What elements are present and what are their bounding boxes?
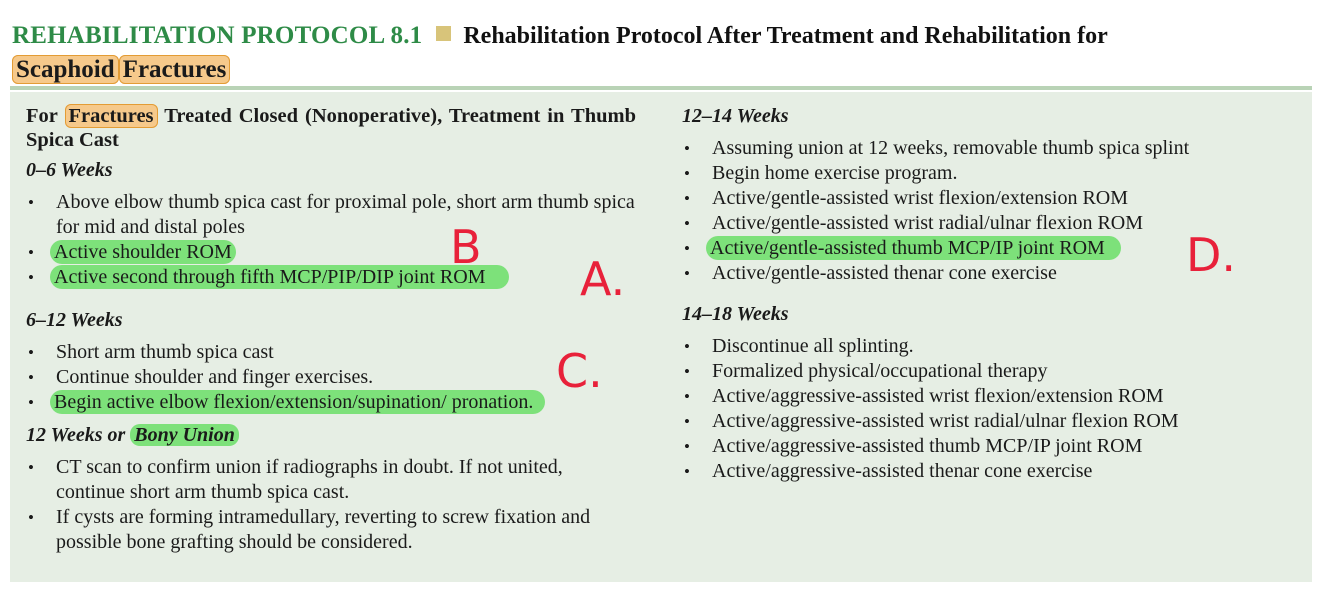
list-item: • Active/aggressive-assisted thenar cone exercise <box>682 459 1302 484</box>
highlighted-item: Active/gentle-assisted thumb MCP/IP joint ROM <box>706 236 1121 260</box>
highlighted-bony-union: Bony Union <box>130 424 239 446</box>
handwritten-annotation-d: D. <box>1186 228 1237 282</box>
list-item: • Begin home exercise program. <box>682 161 1302 186</box>
highlighted-word-fractures: Fractures <box>119 55 231 84</box>
list-item: • Formalized physical/occupational therapy <box>682 359 1302 384</box>
list-item: • If cysts are forming intramedullary, reverting to screw fixation and possible bone grafting should be considered. <box>26 505 636 555</box>
list-item: • Assuming union at 12 weeks, removable thumb spica splint <box>682 136 1302 161</box>
left-heading <box>26 104 636 152</box>
title-main-text: Rehabilitation Protocol After Treatment and Rehabilitation for <box>463 23 1108 49</box>
list-item: • Active/gentle-assisted wrist flexion/extension ROM <box>682 186 1302 211</box>
list-item <box>26 390 636 415</box>
list-item: • Active/aggressive-assisted wrist flexion/extension ROM <box>682 384 1302 409</box>
section-title-6-12-weeks: 6–12 Weeks <box>26 309 123 331</box>
protocol-label: REHABILITATION PROTOCOL 8.1 <box>12 22 423 49</box>
heading-pre: For <box>26 105 58 127</box>
title-divider <box>10 86 1312 90</box>
highlighted-item: Begin active elbow flexion/extension/supination/ pronation. <box>50 390 545 414</box>
section-title-pre: 12 Weeks or <box>26 424 126 446</box>
list-item: • Active/gentle-assisted thenar cone exercise <box>682 261 1302 286</box>
list-item: • Discontinue all splinting. <box>682 334 1302 359</box>
highlighted-item: Active shoulder ROM <box>50 240 236 264</box>
title-line-1 <box>12 18 1322 54</box>
heading-highlight-fractures: Fractures <box>65 104 158 128</box>
section-title-0-6-weeks: 0–6 Weeks <box>26 159 113 181</box>
right-column <box>682 92 1302 484</box>
highlighted-item: Active second through fifth MCP/PIP/DIP joint ROM <box>50 265 509 289</box>
list-item: • Continue shoulder and finger exercises. <box>26 365 636 390</box>
list-item: • CT scan to confirm union if radiographs in doubt. If not united, continue short arm thumb spica cast. <box>26 455 636 505</box>
list-item: • Active/gentle-assisted wrist radial/ulnar flexion ROM <box>682 211 1302 236</box>
list-item: • Active/aggressive-assisted thumb MCP/IP joint ROM <box>682 434 1302 459</box>
protocol-title <box>12 18 1322 88</box>
square-bullet-icon <box>436 26 451 41</box>
left-column <box>26 92 636 555</box>
highlighted-word-scaphoid: Scaphoid <box>12 55 119 84</box>
section-title-12-14-weeks: 12–14 Weeks <box>682 105 789 127</box>
section-title-14-18-weeks: 14–18 Weeks <box>682 303 789 325</box>
section-title-12-weeks-or-bony-union <box>26 423 636 447</box>
list-item <box>26 265 636 290</box>
list-item: • Short arm thumb spica cast <box>26 340 636 365</box>
title-line-2 <box>12 54 1322 88</box>
handwritten-annotation-b: B <box>450 220 482 274</box>
heading-post: Treated Closed (Nonoperative), Treatment in Thumb Spica Cast <box>26 105 636 151</box>
list-6-12-weeks <box>26 340 636 415</box>
handwritten-annotation-c: C. <box>556 344 603 398</box>
list-0-6-weeks <box>26 190 636 290</box>
list-item <box>26 240 636 265</box>
list-12-weeks <box>26 455 636 555</box>
protocol-panel <box>10 92 1312 582</box>
list-14-18-weeks <box>682 334 1302 484</box>
list-item: • Active/aggressive-assisted wrist radial/ulnar flexion ROM <box>682 409 1302 434</box>
list-item: • Above elbow thumb spica cast for proximal pole, short arm thumb spica for mid and distal poles <box>26 190 636 240</box>
handwritten-annotation-a: A. <box>580 252 626 306</box>
